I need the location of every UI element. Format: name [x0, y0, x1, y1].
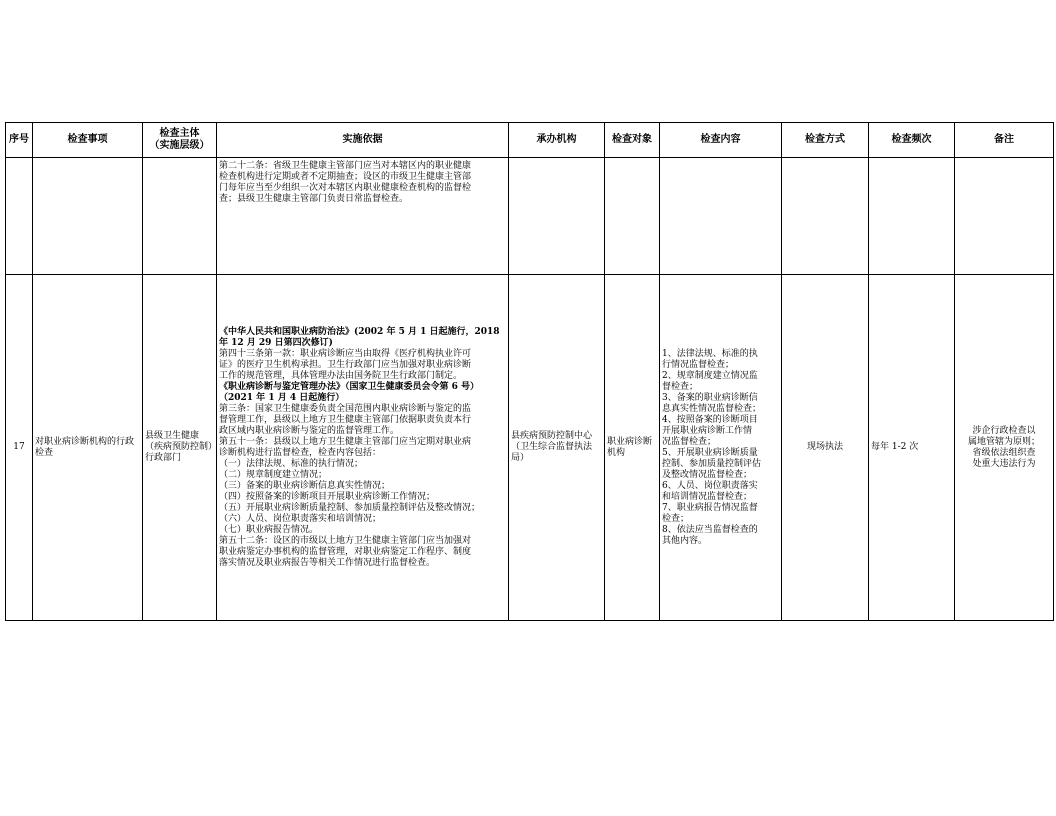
cell-remarks-empty	[955, 158, 1054, 275]
content-line: 况监督检查；	[662, 436, 717, 447]
basis-line: 第三条：国家卫生健康委负责全国范围内职业病诊断与鉴定的监	[219, 403, 472, 414]
header-subject-line-2: （实施层级）	[149, 140, 210, 151]
header-basis: 实施依据	[217, 123, 509, 158]
header-subject-line-1: 检查主体	[159, 128, 200, 139]
cell-subject-empty	[143, 158, 217, 275]
cell-method-empty	[782, 158, 869, 275]
basis-line: 督管理工作，县级以上地方卫生健康主管部门依据职责负责本行	[219, 414, 472, 425]
basis-line: 第五十二条：设区的市级以上地方卫生健康主管部门应当加强对	[219, 535, 472, 546]
cell-target-empty	[605, 158, 660, 275]
basis-line: （四）按照备案的诊断项目开展职业病诊断工作情况；	[219, 491, 436, 502]
basis-line: 第四十三条第一款：职业病诊断应当由取得《医疗机构执业许可	[219, 348, 472, 359]
basis-line: 第五十一条：县级以上地方卫生健康主管部门应当定期对职业病	[219, 436, 472, 447]
basis-line: （一）法律法规、标准的执行情况；	[219, 458, 364, 469]
cell-basis-continuation	[217, 158, 509, 275]
basis-line: 工作的规范管理，具体管理办法由国务院卫生行政部门制定。	[219, 370, 463, 381]
header-agency: 承办机构	[509, 123, 605, 158]
cell-method: 现场执法	[782, 275, 869, 621]
cell-basis	[217, 275, 509, 621]
content-line: 7、职业病报告情况监督	[662, 502, 758, 513]
cell-content-empty	[660, 158, 782, 275]
cell-number-empty	[6, 158, 33, 275]
content-line: 5、开展职业病诊断质量	[662, 447, 758, 458]
header-subject	[143, 123, 217, 158]
remarks-line: 涉企行政检查以	[972, 425, 1036, 436]
basis-line: 第二十二条：省级卫生健康主管部门应当对本辖区内的职业健康	[219, 161, 472, 171]
basis-line: 证》的医疗卫生机构承担。卫生行政部门应当加强对职业病诊断	[219, 359, 472, 370]
basis-line: 落实情况及职业病报告等相关工作情况进行监督检查。	[219, 557, 436, 568]
basis-line: 检查机构进行定期或者不定期抽查；设区的市级卫生健康主管部	[219, 172, 472, 182]
header-remarks: 备注	[955, 123, 1054, 158]
header-item: 检查事项	[33, 123, 143, 158]
remarks-line: 省级依法组织查	[972, 447, 1036, 458]
inspection-table	[5, 122, 1054, 621]
basis-line: 查；县级卫生健康主管部门负责日常监督检查。	[219, 194, 409, 204]
content-line: 开展职业病诊断工作情	[662, 425, 753, 436]
basis-line: 职业病鉴定办事机构的监督管理，对职业病鉴定工作程序、制度	[219, 546, 472, 557]
header-frequency: 检查频次	[869, 123, 955, 158]
cell-frequency-empty	[869, 158, 955, 275]
content-line: 行情况监督检查；	[662, 359, 735, 370]
content-line: 4、按照备案的诊断项目	[662, 414, 758, 425]
basis-line: 年 12 月 29 日第四次修订)	[219, 337, 333, 348]
content-line: 和培训情况监督检查；	[662, 491, 753, 502]
table-row-continuation	[6, 158, 1054, 275]
content-line: 检查；	[662, 513, 690, 524]
basis-line: 《中华人民共和国职业病防治法》(2002 年 5 月 1 日起施行，2018	[219, 326, 500, 337]
content-line: 控制、参加质量控制评估	[662, 458, 762, 469]
content-line: 8、依法应当监督检查的	[662, 524, 758, 535]
cell-number: 17	[6, 275, 33, 621]
header-target: 检查对象	[605, 123, 660, 158]
cell-item-empty	[33, 158, 143, 275]
basis-line: 门每年应当至少组织一次对本辖区内职业健康检查机构的监督检	[219, 183, 472, 193]
table-row-17	[6, 275, 1054, 621]
cell-target: 职业病诊断机构	[605, 275, 660, 621]
cell-remarks	[955, 275, 1054, 621]
content-line: 3、备案的职业病诊断信	[662, 392, 758, 403]
basis-line: （三）备案的职业病诊断信息真实性情况；	[219, 480, 391, 491]
cell-content	[660, 275, 782, 621]
basis-line: 《职业病诊断与鉴定管理办法》（国家卫生健康委员会令第 6 号）	[219, 381, 480, 392]
cell-item: 对职业病诊断机构的行政检查	[33, 275, 143, 621]
remarks-line: 属地管辖为原则；	[967, 436, 1040, 447]
inspection-table-container	[5, 122, 1053, 621]
content-line: 息真实性情况监督检查；	[662, 403, 762, 414]
header-method: 检查方式	[782, 123, 869, 158]
content-line: 督检查；	[662, 381, 699, 392]
cell-agency: 县疾病预防控制中心（卫生综合监督执法局）	[509, 275, 605, 621]
header-row	[6, 123, 1054, 158]
remarks-line: 处重大违法行为	[972, 458, 1036, 469]
basis-line: （七）职业病报告情况。	[219, 524, 319, 535]
basis-line: 诊断机构进行监督检查，检查内容包括：	[219, 447, 382, 458]
content-line: 6、人员、岗位职责落实	[662, 480, 758, 491]
cell-agency-empty	[509, 158, 605, 275]
content-line: 及整改情况监督检查；	[662, 469, 753, 480]
basis-line: （2021 年 1 月 4 日起施行）	[219, 392, 345, 403]
header-content: 检查内容	[660, 123, 782, 158]
content-line: 2、规章制度建立情况监	[662, 370, 758, 381]
cell-frequency: 每年 1-2 次	[869, 275, 955, 621]
header-number: 序号	[6, 123, 33, 158]
basis-line: （五）开展职业病诊断质量控制、参加质量控制评估及整改情况；	[219, 502, 481, 513]
cell-subject: 县级卫生健康（疾病预防控制）行政部门	[143, 275, 217, 621]
basis-line: （二）规章制度建立情况；	[219, 469, 328, 480]
basis-line: （六）人员、岗位职责落实和培训情况；	[219, 513, 382, 524]
content-line: 其他内容。	[662, 535, 708, 546]
content-line: 1、法律法规、标准的执	[662, 348, 758, 359]
basis-line: 政区域内职业病诊断与鉴定的监督管理工作。	[219, 425, 400, 436]
